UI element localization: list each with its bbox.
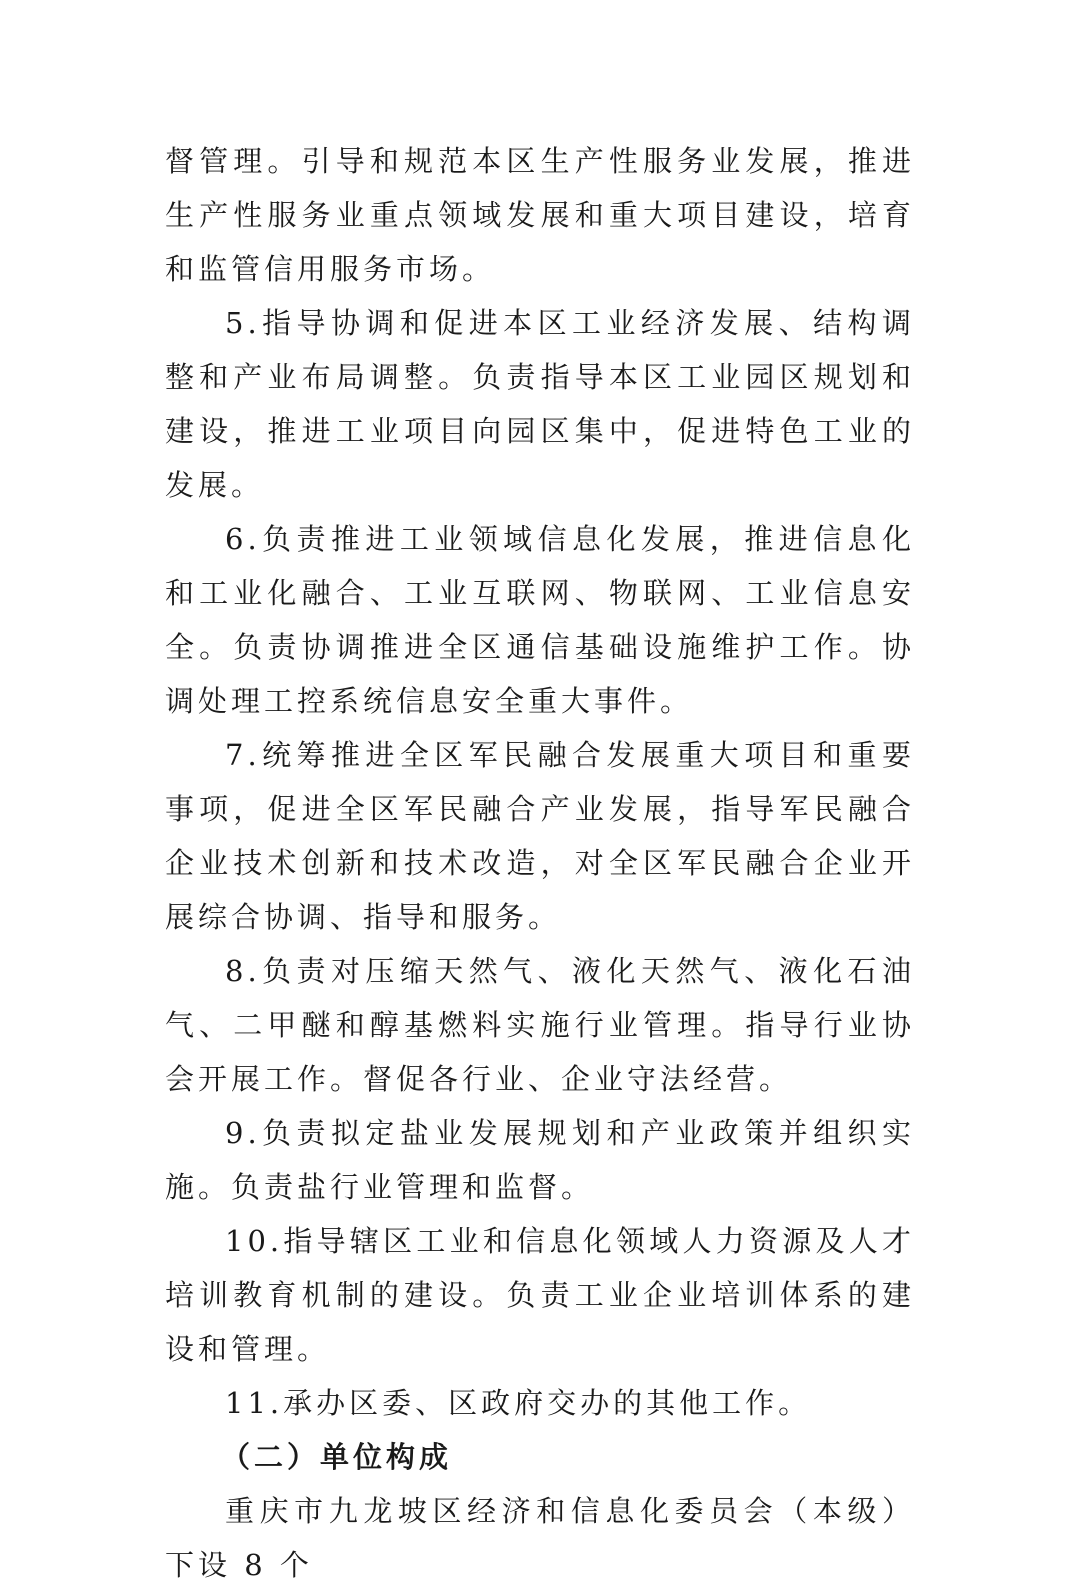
paragraph-unit-composition: 重庆市九龙坡区经济和信息化委员会（本级）下设 8 个 xyxy=(165,1494,915,1582)
paragraph-item-7: 7.统筹推进全区军民融合发展重大项目和重要事项，促进全区军民融合产业发展，指导军民融合企业技术创新和技术改造，对全区军民融合企业开展综合协调、指导和服务。 xyxy=(165,738,915,934)
paragraph-item-8: 8.负责对压缩天然气、液化天然气、液化石油气、二甲醚和醇基燃料实施行业管理。指导行业协会开展工作。督促各行业、企业守法经营。 xyxy=(165,954,915,1096)
paragraph-item-10: 10.指导辖区工业和信息化领域人力资源及人才培训教育机制的建设。负责工业企业培训体系的建设和管理。 xyxy=(165,1224,915,1366)
paragraph-continuation: 督管理。引导和规范本区生产性服务业发展，推进生产性服务业重点领域发展和重大项目建设，培育和监管信用服务市场。 xyxy=(165,144,915,286)
paragraph-item-5: 5.指导协调和促进本区工业经济发展、结构调整和产业布局调整。负责指导本区工业园区规划和建设，推进工业项目向园区集中，促进特色工业的发展。 xyxy=(165,306,915,502)
section-heading: （二）单位构成 xyxy=(221,1440,453,1474)
paragraph-item-11: 11.承办区委、区政府交办的其他工作。 xyxy=(225,1386,812,1420)
document-body xyxy=(165,134,915,1592)
paragraph-item-9: 9.负责拟定盐业发展规划和产业政策并组织实施。负责盐行业管理和监督。 xyxy=(165,1116,915,1204)
paragraph-item-6: 6.负责推进工业领域信息化发展，推进信息化和工业化融合、工业互联网、物联网、工业信息安全。负责协调推进全区通信基础设施维护工作。协调处理工控系统信息安全重大事件。 xyxy=(165,522,915,718)
